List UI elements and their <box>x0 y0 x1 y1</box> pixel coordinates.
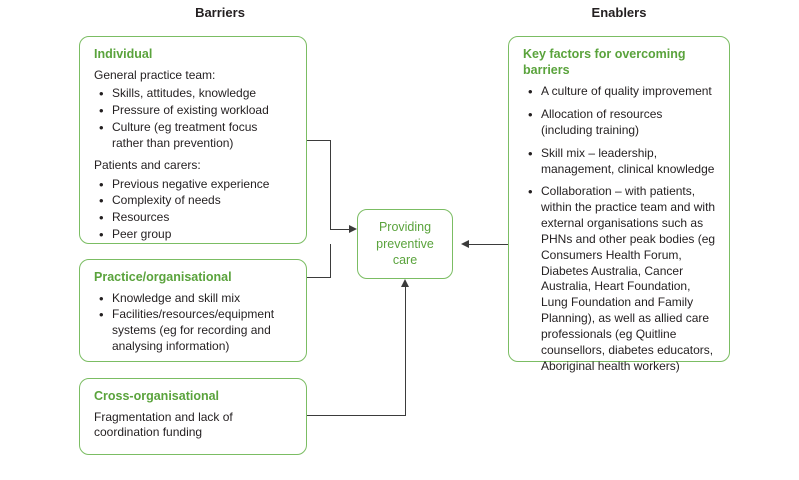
central-box-text: Providing preventive care <box>376 220 434 268</box>
list-item: • Skill mix – leadership, management, clinical knowledge <box>541 146 717 178</box>
box-individual-list-2 <box>94 177 292 243</box>
connector-practice-stub <box>307 277 331 278</box>
box-cross-organisational <box>79 378 307 455</box>
box-cross-text: Fragmentation and lack of coordination funding <box>94 409 233 440</box>
box-providing-preventive-care <box>357 209 453 279</box>
arrow-enablers-to-central-icon <box>461 240 469 248</box>
arrow-cross-to-central-icon <box>401 279 409 287</box>
list-item: • Facilities/resources/equipment systems (eg for recording and analysing information) <box>112 307 292 354</box>
box-individual <box>79 36 307 244</box>
column-header-barriers: Barriers <box>195 5 245 20</box>
list-item: • A culture of quality improvement <box>541 84 717 100</box>
connector-cross-vertical <box>405 287 406 416</box>
connector-individual-stub <box>307 140 331 141</box>
box-enablers <box>508 36 730 373</box>
box-practice-title: Practice/organisational <box>94 270 232 284</box>
list-item: • Knowledge and skill mix <box>112 291 292 307</box>
list-item: • Collaboration – with patients, within the practice team and with external organisations such as PHNs and other peak bodies (eg Consumers Health Forum, Diabetes Australia, Cancer Australia, Heart Foundation, Lung Foundation and Family Planning), as well as allied care professionals (eg Quitline counsellors, diabetes educators, Aboriginal health workers) <box>541 184 717 374</box>
connector-enablers-horizontal <box>469 244 508 245</box>
list-item: • Complexity of needs <box>112 193 292 209</box>
list-item: • Culture (eg treatment focus rather than prevention) <box>112 120 292 152</box>
connector-cross-horizontal <box>307 415 406 416</box>
box-enablers-title: Key factors for overcoming barriers <box>523 47 686 77</box>
list-item: • Previous negative experience <box>112 177 292 193</box>
list-item: • Allocation of resources (including training) <box>541 107 717 139</box>
box-individual-lead-1: General practice team: <box>94 67 216 82</box>
column-header-enablers: Enablers <box>591 5 647 20</box>
connector-practice-vertical <box>330 244 331 278</box>
box-individual-title: Individual <box>94 47 153 61</box>
box-practice-organisational <box>79 259 307 362</box>
box-individual-list-1 <box>94 86 292 151</box>
list-item: • Peer group <box>112 227 292 243</box>
box-enablers-list <box>523 84 717 374</box>
box-individual-lead-2: Patients and carers: <box>94 157 201 172</box>
list-item: • Pressure of existing workload <box>112 103 292 119</box>
box-practice-list <box>94 291 292 355</box>
connector-individual-horizontal <box>330 229 349 230</box>
connector-individual-vertical <box>330 140 331 230</box>
list-item: • Resources <box>112 210 292 226</box>
list-item: • Skills, attitudes, knowledge <box>112 86 292 102</box>
box-cross-title: Cross-organisational <box>94 389 220 403</box>
arrow-individual-to-central-icon <box>349 225 357 233</box>
